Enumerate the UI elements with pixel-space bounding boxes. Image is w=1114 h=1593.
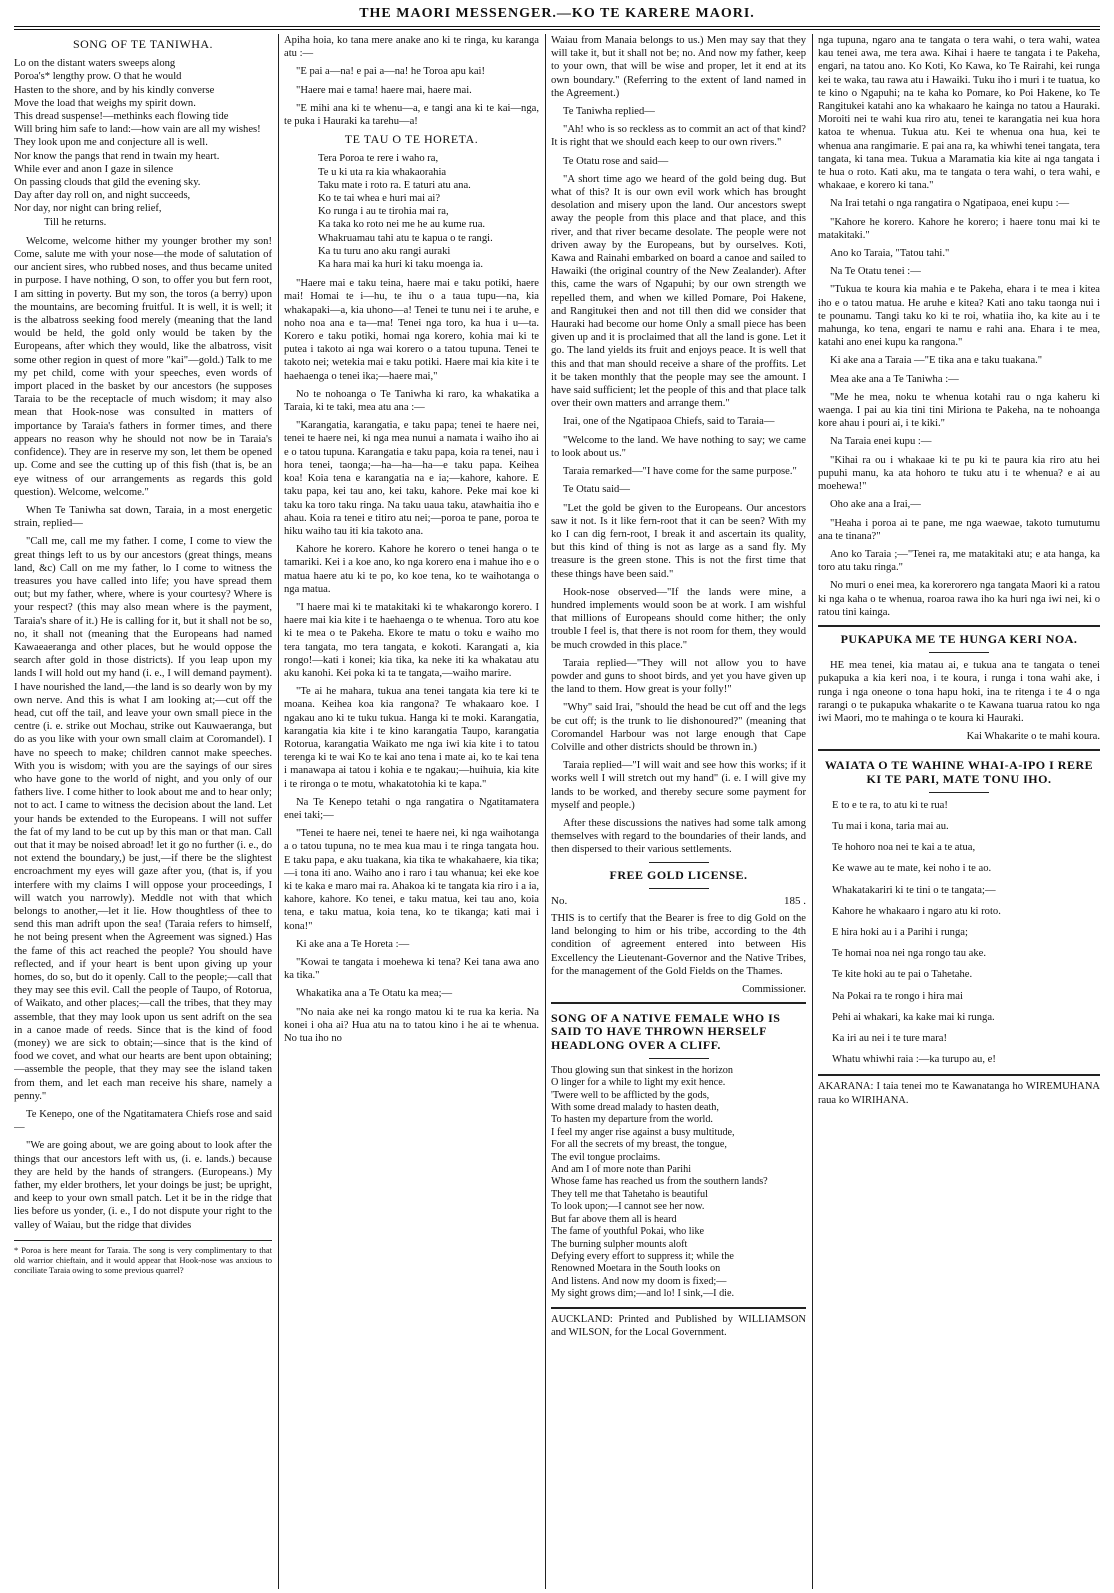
- pukapuka-heading: PUKAPUKA ME TE HUNGA KERI NOA.: [840, 631, 1078, 646]
- poem-line: On passing clouds that gild the evening sky.: [14, 177, 201, 189]
- license-number-row: [551, 895, 806, 908]
- column-divider: [278, 34, 279, 1589]
- paragraph: "Tenei te haere nei, tenei te haere nei, ki nga waihotanga a o tatou tupuna, no te mea kua mau i te ringa tangata hou. E taku papa, e aku tuakana, kia tika te whakahaere, kia tika;—i tona iti ano. Waiho ano i raro i tau whanua; kei eke koe ki te kaka e maro mai ra. Ahakoa ki te tangata kia riro i a ia, kahore, kahore. Ko tenei, e taku matua, kei tau ano, koia tena, e taku matua, koia tena, ko te tikanga; kati mai i kona!": [284, 828, 539, 932]
- poem-line: Kahore he whakaaro i ngaro atu ki roto.: [832, 905, 1001, 917]
- paragraph: Na Te Otatu tenei :—: [830, 266, 921, 278]
- poem-line: With some dread malady to hasten death,: [551, 1102, 719, 1114]
- poem-line: Ka hara mai ka huri ki taku moenga ia.: [318, 259, 484, 271]
- paragraph: "Ah! who is so reckless as to commit an act of that kind? It is right that we should each keep to our own rivers.": [551, 124, 806, 149]
- poem-line: Ka tu turu ano aku rangi auraki: [318, 245, 451, 257]
- paragraph: "No naia ake nei ka rongo matou ki te rua ka keria. Na konei i oha ai? Hua atu na to tatou kino i he ai te whenua. No tua iho no: [284, 1006, 539, 1045]
- poem-line: Move the load that weighs my spirit down.: [14, 97, 196, 109]
- paragraph: Apiha hoia, ko tana mere anake ano ki te ringa, ku karanga atu :—: [284, 35, 539, 60]
- poem-line: Day after day roll on, and night succeeds,: [14, 190, 191, 202]
- paragraph: Hook-nose observed—"If the lands were mine, a hundred implements would soon be at work. I am wishful that millions of Europeans should come hither; the only trouble I feel is, that there is not room for them, they would be much crowded in this place.": [551, 586, 806, 651]
- column-4: [818, 34, 1100, 1586]
- paragraph: "Welcome to the land. We have nothing to say; we came to look about us.": [551, 434, 806, 459]
- paragraph: "Karangatia, karangatia, e taku papa; tenei te haere nei, tenei te haere nei, ki nga mea nunui a namata i waiho iho ai e o tatou tupuna. Karangatia e taku papa, koia ra tenei, nau i hora tenei, taonga;—ha—ha—ha—e taku papa. Keihea koa! Koia tena e karangatia na e ia;—kahore, kahore. E taku papa, kei tau ano, kei taku, kahore. Peke mai koe ki taku ka toro taku ringa. Na taku uaua taku, atawhaitia iho e ahau. Koia ra tenei e titiro atu nei;—poroa te pane, poroa te hiku waiho tau iti kia takoto ana.: [284, 420, 539, 537]
- paragraph: Oho ake ana a Irai,—: [830, 499, 921, 511]
- poem-line: Renowned Moetara in the South looks on: [551, 1263, 721, 1275]
- poem-line: They look upon me and conjecture all is well.: [14, 137, 208, 149]
- divider: [929, 652, 989, 653]
- paragraph: "I haere mai ki te matakitaki ki te whakarongo korero. I haere mai kia kite i te haehaenga o te whenua. Toro atu koe ki te mea o te Pakeha. Ekore te matu o toku e waiho mo tera tangata, mo tera tangata, e kokoti. Karangati a, kia rongo!—kati i konei; kia tika, ka neke iti ka whakatau atu aku kanohi. Kei poka ki ta te tangata,—waiho marire.: [284, 601, 539, 679]
- paragraph: No muri o enei mea, ka korerorero nga tangata Maori ki a ratou ki nga kaha o te whenua, roaroa rawa iho ka huri nga iwi nei, ki o ratou tini kainga.: [818, 580, 1100, 618]
- poem-line: Hasten to the shore, and by his kindly converse: [14, 84, 215, 96]
- footnote: * Poroa is here meant for Taraia. The song is very complimentary to that old warrior chieftain, and it would appear that Hook-nose was anxious to conciliate Taraia owing to some previous quarrel?: [14, 1240, 272, 1275]
- paragraph: Mea ake ana a Te Taniwha :—: [830, 373, 959, 385]
- native-female-song-lines: [551, 1065, 806, 1301]
- paragraph: "Haere mai e taku teina, haere mai e taku potiki, haere mai! Homai te i—hu, te ihu o a taua tupu—na, kia whakapaki—a, kia uhono—a! Tenei te tunu nei i te aruhe, e noho noa ana e ta—ma! Tenei nga toro, ka hua i u—ta. Korero e taku potiki, homai nga korero, kohia mai ki te putea i takoto ai nga wai korero o a tatou tupuna. Tenei te takoto nei; wetekia mai e taku potiki. Haere mai kia kite i te haehaenga o tenei ika;—haere mai,": [284, 278, 539, 382]
- paragraph: "Tukua te koura kia mahia e te Pakeha, ehara i te mea i kitea iho e o tatou matua. He aruhe e kitea? Kati ano taku taonga nui i te pounamu. Tangi taku ko ki te roi, whatiia iho, ka kite au i te mahunga, ko tena, engari te namu e rahi ana. Ehara i te mea, katahi ano enei kupu ka rangona.": [818, 284, 1100, 349]
- poem-line: Defying every effort to suppress it; while the: [551, 1250, 734, 1262]
- poem-line: Na Pokai ra te rongo i hira mai: [832, 990, 963, 1002]
- waiata-section: [818, 749, 1100, 1066]
- paragraph: Te Otatu said—: [563, 484, 630, 496]
- paragraph: Taraia remarked—"I have come for the same purpose.": [563, 466, 797, 478]
- poem-line: For all the secrets of my breast, the tongue,: [551, 1139, 727, 1151]
- poem-line: Till he returns.: [44, 216, 107, 228]
- poem-line: Te homai noa nei nga rongo tau ake.: [832, 948, 986, 960]
- paragraph: Whakatika ana a Te Otatu ka mea;—: [296, 988, 453, 1000]
- poem-line: Ka taka ko roto nei me he au kume rua.: [318, 219, 486, 231]
- poem-line: Te u ki uta ra kia whakaorahia: [318, 166, 447, 178]
- free-gold-license: [551, 869, 806, 997]
- waiata-heading: WAIATA O TE WAHINE WHAI-A-IPO I RERE KI TE PARI, MATE TONU IHO.: [824, 758, 1094, 786]
- paragraph: "Kihai ra ou i whakaae ki te pu ki te paura kia riro atu hei pupuhi manu, ka ata hohoro te tuku atu i te whenua? e ai au moehewa!": [818, 454, 1100, 493]
- poem-line: Taku mate i roto ra. E taturi atu ana.: [318, 179, 471, 191]
- paragraph: "Heaha i poroa ai te pane, me nga waewae, takoto tumutumu ana te tinana?": [818, 517, 1100, 542]
- poem-line: Will bring him safe to land:—how vain are all my wishes!: [14, 124, 261, 136]
- imprint: AKARANA: I taia tenei mo te Kawanatanga ho WIREMUHANA raua ko WIRIHANA.: [818, 1074, 1100, 1106]
- poem-line: I feel my anger rise against a busy multitude,: [551, 1126, 735, 1138]
- column-divider: [812, 34, 813, 1589]
- native-female-song-heading: SONG OF A NATIVE FEMALE WHO IS SAID TO HAVE THROWN HERSELF HEADLONG OVER A CLIFF.: [551, 1011, 781, 1052]
- paragraph: "We are going about, we are going about to look after the things that our ancestors left with us, (i. e. lands.) because they are held by the hands of strangers. (Europeans.) My father, my elder brothers, let your doings be just; be upright, and keep to your own small patch. Let it be in the ridge that lies before us yonder, (i. e., I do not dispute your right to the valley of Waiau, but the ridge that divides: [14, 1140, 272, 1231]
- paragraph: "A short time ago we heard of the gold being dug. But what of this? It is our own evil work which has brought desolation and misery upon the land. Our ancestors swept away the people from this place and that place, and this river, and that river became desolate. The people were not driven away by the Europeans, but by ourselves. Koti, Kawa and Rainahi embarked on board a canoe and sailed to Hawaiki (the original country of the New Zealander). After this, came the wars of Ngapuhi; by our own strength we repelled them, and when we killed Pomare, Poi Hakene, and Rangitukei then and not till then did we consider that Hauraki had become our home Only a small piece has been given up and it is proclaimed that all the land is gone. Let it go. The land yields its fruit and enjoys peace. It is well that this and that man should receive a share of the proffits. Let it be taken monthly that the people may see the amount. I have said sufficient; let the people of this and that place talk over their own matters and arrange them.": [551, 173, 806, 410]
- paragraph: Ki ake ana a Te Horeta :—: [296, 938, 410, 950]
- waiata-lines: [818, 799, 1100, 1067]
- poem-line: O linger for a while to light my exit hence.: [551, 1077, 726, 1089]
- poem-line: Nor day, nor night can bring relief,: [14, 203, 162, 215]
- poem-line: This dread suspense!—methinks each flowing tide: [14, 111, 229, 123]
- paragraph: "Why" said Irai, "should the head be cut off and the legs be cut off; is the trunk to lie dishonoured?" (meaning that Coromandel Harbour was not large enough that Cape Colville and other districts should be thrown in.): [551, 702, 806, 753]
- poem-line: Ke wawe au te mate, kei noho i te ao.: [832, 863, 992, 875]
- poem-line: Tu mai i kona, taria mai au.: [832, 820, 949, 832]
- poem-line: The fame of youthful Pokai, who like: [551, 1226, 705, 1238]
- paragraph: "Let the gold be given to the Europeans. Our ancestors saw it not. Is it like fern-root that it can be seen? With my ko I can dig fern-root, I break it and ascertain its quality, but this kind of thing is not as large as a sand fly. My treasure is the green stone. This is not the first time that these things have been said.": [551, 502, 806, 580]
- poem-line: E hira hoki au i a Parihi i runga;: [832, 926, 968, 938]
- paragraph: "Haere mai e tama! haere mai, haere mai.: [296, 84, 472, 96]
- poem-line: Thou glowing sun that sinkest in the horizon: [551, 1064, 733, 1076]
- poem-line: Ka iri au nei i te ture mara!: [832, 1032, 948, 1044]
- native-female-song: [551, 1002, 806, 1300]
- masthead-rule-bottom: [14, 29, 1100, 30]
- paragraph: Welcome, welcome hither my younger brother my son! Come, salute me with your nose—the mode of salutation of our ancient sires, who rubbed noses, and thus became united in purpose. I have nothing, O son, to offer you but fern root, I am sitting in poverty. But my son, the toros (a berry) upon the mountains, are becoming fruitful. It is well, it is well; it is the albatross seeking food merely (meaning that the land would be held, the gold only would be taken by the Europeans, after which they would, like the albatross, visit some other region in quest of more "kai"—gold.) Talk to me my pet child, come with your speeches, even words of import placed in the basket by our ancestors (he supposes Taraia to be the receptacle of much wisdom; it may also mean that Hook-nose was consulted in matters of importance by Taraia's fathers in former times, and there appears no reason why he should not now be in Taraia's confidence). They are in reserve my son, let them be opened up. Come and see the cutting up of this fish (that is, be an eye witness of our arrangements as regards this gold question). Welcome, welcome.": [14, 235, 272, 498]
- paragraph: When Te Taniwha sat down, Taraia, in a most energetic strain, replied—: [14, 504, 272, 530]
- poem-line: Te hohoro noa nei te kai a te atua,: [832, 842, 976, 854]
- paragraph: Taraia replied—"I will wait and see how this works; if it works well I will stretch out my hand" (i. e. I will give my lands to be worked, and thereby secure some payment for myself and people.): [551, 760, 806, 811]
- column-2: [284, 34, 539, 1586]
- pukapuka-section: [818, 633, 1100, 743]
- poem-line: And listens. And now my doom is fixed;—: [551, 1275, 727, 1287]
- poem-line: E to e te ra, to atu ki te rua!: [832, 799, 948, 811]
- divider: [649, 888, 709, 889]
- poem-line: Whose fame has reached us from the southern lands?: [551, 1176, 768, 1188]
- paragraph: Te Kenepo, one of the Ngatitamatera Chiefs rose and said—: [14, 1109, 272, 1134]
- poem-line: 'Twere well to be afflicted by the gods,: [551, 1089, 710, 1101]
- paragraph: Ano ko Taraia ;—"Tenei ra, me matakitaki atu; e ata hanga, ka toro atu taku ringa.": [818, 548, 1100, 574]
- paragraph: "Call me, call me my father. I come, I come to view the great things left to us by our ancestors (great things, means land, &c) Call on me my father, lo I come to witness the treasures you have called into life; you have spread them out; but my father, where, where is your courtesy? Where is your respect? (this may also mean where is the payment, Taraia's share of it.) He is calling for it, but it shall not be so, no, it shall not (meaning that the Europeans had named Kawaeaeranga and other places, but he would oppose the search after gold in those districts). If you leap upon my lands I will hold out my hand (i. e., I will demand payment). I have nourished the land,—the land is so dearly won by my own nerve. And this is what I am looking at;—cut off the head, cut off the tail, and leave your own small piece in the centre (i. e. strike out Mochau, strike out Kauwaeranga, but do as you like with your own small claim at Coromandel). I have no speech to make; children cannot make speeches. With you is wisdom; with you are the sayings of our sires who have gone to the world of night, and you only of our fathers live. I come hither to look about me and to hear only; not to act. I came to witness the decision about the land. Let your hands be extended to the Europeans. I will not suffer the fat of my land to be cut up by this man or that man. Call out that it may be noised abroad! let it go no further (i. e., do not extend the boundary,) be just,—if there be the slightest encroachment my eyes will gaze after you, (that is, if you interfere with my claims I will oppose your proceedings, I will watch you narrowly). Meddle not with that which belongs to another,—let it lie. How thoughtless of thee to send this man adrift upon the sea! (Taraia refers to himself, he not being present when the Agreement was signed.) Has the fame of this act reached the people? You should have reflected, and if your heart is bent upon giving up your homes, do so, but do it openly. Call to the people;—call that they may see this evil. Call the people of Taupo, of Rotorua, of Waikato, and other places;—call the tribes, that they may assemble, that they may look upon us sent adrift on the sea in a canoe made of reeds. Since that is the kind of food (money) we are sick to obtain;—since that is the kind of food we covet, and what our hearts are bent upon obtaining;—assemble the people, that they may see the island taken from them, and let each man receive his share, namely a penny.": [14, 536, 272, 1102]
- poem-line: Whatu whiwhi raia :—ka turupo au, e!: [832, 1054, 996, 1066]
- paragraph: No te nohoanga o Te Taniwha ki raro, ka whakatika a Taraia, ki te taki, mea atu ana :—: [284, 388, 539, 414]
- divider: [818, 625, 1100, 627]
- poem-line: To look upon;—I cannot see her now.: [551, 1201, 705, 1213]
- free-gold-license-heading: FREE GOLD LICENSE.: [609, 867, 748, 882]
- pukapuka-text: HE mea tenei, kia matau ai, e tukua ana te tangata o tenei pukapuka a kia keri noa, i te koura, i runga i tona wahi ake, i runga i nga oneone o tona hapu hoki, ina te ritenga i te 4 o nga rarangi o te pukapuka whakarite o te Kawana tuarua ratou ko nga iwi Maori, mo te mahinga o te koura ki Hauraki.: [818, 660, 1100, 724]
- paragraph: Waiau from Manaia belongs to us.) Men may say that they will take it, but it shall not be; no. And now my father, keep to your own, that will be wise and proper, let it end at its own boundary." (Referring to the extent of land named in the Agreement.): [551, 35, 806, 99]
- masthead-rule-top: [14, 26, 1100, 27]
- license-signature: Commissioner.: [742, 984, 806, 995]
- poem-line: Poroa's* lengthy prow. O that he would: [14, 71, 182, 83]
- paragraph: "Te ai he mahara, tukua ana tenei tangata kia tere ki te moana. Keihea koa kia rangona? Te whakaaro koe. I ngakau ano ki te tuku tukua. Hanga ki te moki. Karangatia, karangatia kia kite i te kino karangatia Taupo, karangatia Rotorua, karangatia Waikato me nga iwi kia kite i to tatou terenga ki te wai Ko te kai ano tena i mate ai, ko te kai tena i manawapa ai tatou i kohia e te ngakau;—huihuia, kia kite i te rironga o te motu, whakatotohia ki te kapa.": [284, 686, 539, 790]
- paragraph: Taraia replied—"They will not allow you to have powder and guns to shoot birds, and yet you have given up the land to them. How great is your folly!": [551, 657, 806, 696]
- poem-line: The burning sulpher mounts aloft: [551, 1238, 688, 1250]
- divider: [929, 792, 989, 793]
- te-tau-o-te-horeta-poem: [318, 152, 539, 271]
- song-of-te-taniwha-heading: SONG OF TE TANIWHA.: [72, 37, 214, 51]
- poem-line: My sight grows dim;—and lo! I sink,—I die.: [551, 1288, 735, 1300]
- license-no-label: No.: [551, 894, 568, 907]
- paragraph: Ano ko Taraia, "Tatou tahi.": [830, 248, 950, 260]
- paragraph: Te Otatu rose and said—: [563, 155, 669, 167]
- poem-line: Ko runga i au te tirohia mai ra,: [318, 206, 449, 218]
- poem-line: And am I of more note than Parihi: [551, 1164, 692, 1176]
- paragraph: Irai, one of the Ngatipaoa Chiefs, said to Taraia—: [563, 416, 775, 428]
- paragraph: nga tupuna, ngaro ana te tangata o tera wahi, o tera wahi, watea kau tenei awa, me tera awa. Kihai i haere te tangata i te Pakeha, engari, na tatou ano. Ko Koti, Ko Kawa, ko Te Rairahi, kei runga kei te waka, tau rawa atu i Hawaiki. Tuku iho i muri i te tuatua, ko te kino o Ngapuhi; na te kaha ko Pomare, ko Poi Hakene, ko Te Rangitukei katahi ano ka whakaaro he kainga no tatou a Hauraki. Moroiti nei te wahi kua riro atu, tenei te karangatia nei kua hora katoa te whenua. Tukua atu. Kei te whenua ona hua, kei te whenua ana rangimarie. E pai ana ra, ka whiwhi tenei tangata, tera tangata, ki tana mea. Tukua a Maramatia kia kite ai nga tangata i te hua o roto. Kati aku, ma te tangata o tera wahi, o tera wahi, e whakaae, e korero ki tana.": [818, 35, 1100, 192]
- poem-line: Lo on the distant waters sweeps along: [14, 58, 176, 70]
- paragraph: Ki ake ana a Taraia —"E tika ana e taku tuakana.": [830, 355, 1043, 367]
- poem-line: To hasten my departure from the world.: [551, 1114, 713, 1126]
- poem-line: Ko te tai whea e huri mai ai?: [318, 193, 441, 205]
- paragraph: Na Taraia enei kupu :—: [830, 436, 932, 448]
- poem-line: They tell me that Tahetaho is beautiful: [551, 1188, 708, 1200]
- license-text: THIS is to certify that the Bearer is free to dig Gold on the land belonging to him or his tribe, according to the 4th condition of agreement entered into between His Excellency the Lieutenant-Governor and the Native Tribes, for the management of the Gold Fields on the Thames.: [551, 912, 806, 977]
- poem-line: Pehi ai whakari, ka kake mai ki runga.: [832, 1011, 995, 1023]
- paragraph: Te Taniwha replied—: [563, 106, 655, 118]
- paragraph: Na Irai tetahi o nga rangatira o Ngatipaoa, enei kupu :—: [830, 198, 1070, 210]
- song-of-te-taniwha-poem: [14, 57, 272, 229]
- license-number: 185 .: [784, 894, 806, 907]
- paragraph: "Kahore he korero. Kahore he korero; i haere tonu mai ki te matakitaki.": [818, 216, 1100, 241]
- paragraph: Na Te Kenepo tetahi o nga rangatira o Ngatitamatera enei taki;—: [284, 796, 539, 821]
- paragraph: Kahore he korero. Kahore he korero o tenei hanga o te tamariki. Kei i a koe ano, ko nga korero ena i mahue iho e o matua haere atu ki te po, ko koe tena, ko te waihotanga o nga matua.: [284, 544, 539, 595]
- poem-line: Te kite hoki au te pai o Tahetahe.: [832, 969, 973, 981]
- divider: [649, 862, 709, 863]
- imprint: AUCKLAND: Printed and Published by WILLIAMSON and WILSON, for the Local Government.: [551, 1307, 806, 1339]
- paragraph: After these discussions the natives had some talk among themselves with regard to the boundaries of their lands, and then dispersed to their various settlements.: [551, 817, 806, 856]
- poem-line: Whakruamau tahi atu te kapua o te rangi.: [318, 232, 493, 244]
- pukapuka-signature: Kai Whakarite o te mahi koura.: [966, 731, 1100, 743]
- te-tau-o-te-horeta-heading: TE TAU O TE HORETA.: [344, 132, 479, 147]
- poem-line: The evil tongue proclaims.: [551, 1151, 661, 1163]
- poem-line: While ever and anon I gaze in silence: [14, 163, 174, 175]
- poem-line: Tera Poroa te rere i waho ra,: [318, 153, 439, 165]
- divider: [649, 1058, 709, 1059]
- poem-line: But far above them all is heard: [551, 1213, 677, 1225]
- paragraph: "Me he mea, noku te whenua kotahi rau o nga kaheru ki waenga. I pai au kia tini tini Miriona te Pakeha, na te nohoanga kore ahau i pouri ai, i te kiki.": [818, 391, 1100, 430]
- column-divider: [545, 34, 546, 1589]
- poem-line: Whakatakariri ki te tini o te tangata;—: [832, 884, 996, 896]
- masthead-title: THE MAORI MESSENGER.—KO TE KARERE MAORI.: [359, 6, 755, 21]
- paragraph: "Kowai te tangata i moehewa ki tena? Kei tana awa ano ka tika.": [284, 957, 539, 982]
- paragraph: "E pai a—na! e pai a—na! he Toroa apu kai!: [296, 66, 485, 78]
- poem-line: Nor know the pangs that rend in twain my heart.: [14, 150, 220, 162]
- paragraph: "E mihi ana ki te whenu—a, e tangi ana ki te kai—nga, te puka i Hauraki ka tarehu—a!: [284, 102, 539, 128]
- column-1: [14, 34, 272, 1586]
- column-3: [551, 34, 806, 1586]
